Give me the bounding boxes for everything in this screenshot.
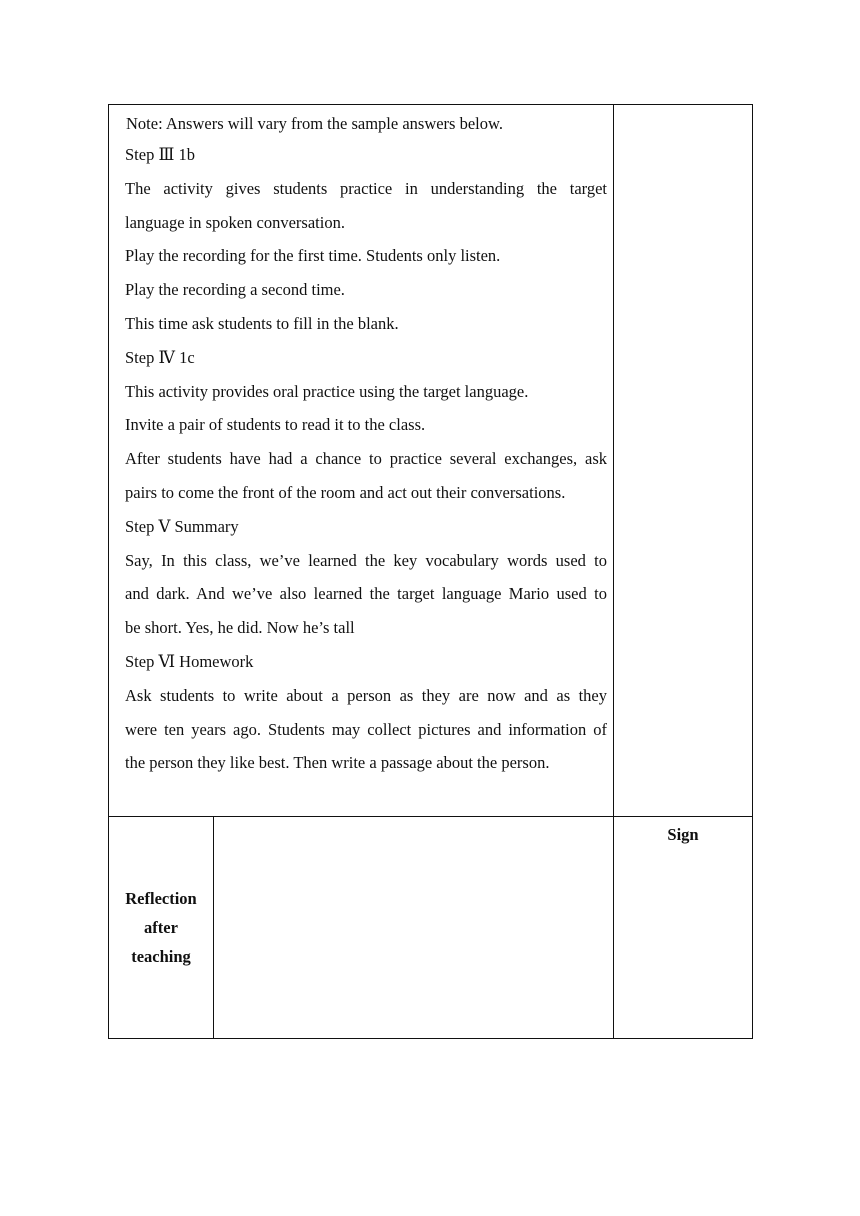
text-line: language in spoken conversation.	[125, 212, 345, 232]
text-line: Play the recording a second time.	[125, 280, 345, 300]
text-line: Ask students to write about a person as they are now and as they	[125, 685, 607, 705]
text-line: be short. Yes, he did. Now he’s tall	[125, 618, 355, 638]
reflection-label-line: after	[144, 918, 178, 937]
procedure-cell	[109, 105, 614, 817]
text-line: Play the recording for the first time. Students only listen.	[125, 246, 501, 266]
text-line: and dark. And we’ve also learned the target language Mario used to	[125, 584, 607, 604]
reflection-body-cell	[214, 817, 614, 1039]
step-5-heading: Step Ⅴ Summary	[125, 516, 239, 536]
notes-side-cell	[614, 105, 753, 817]
text-line: Invite a pair of students to read it to the class.	[125, 415, 426, 435]
text-line: This activity provides oral practice using the target language.	[125, 381, 529, 401]
step-6-heading: Step Ⅵ Homework	[125, 651, 254, 671]
note-line: Note: Answers will vary from the sample answers below.	[126, 114, 503, 133]
reflection-label-cell	[109, 817, 214, 1039]
step-3-heading: Step Ⅲ 1b	[125, 145, 195, 164]
text-line: After students have had a chance to practice several exchanges, ask	[125, 449, 607, 469]
text-line: pairs to come the front of the room and act out their conversations.	[125, 482, 566, 502]
lesson-plan-table	[108, 104, 753, 1039]
sign-label: Sign	[667, 825, 699, 844]
text-line: the person they like best. Then write a passage about the person.	[125, 753, 550, 773]
sign-cell	[614, 817, 753, 1039]
text-line: Say, In this class, we’ve learned the key vocabulary words used to	[125, 550, 607, 570]
text-line: were ten years ago. Students may collect pictures and information of	[125, 719, 607, 739]
procedure-row	[109, 105, 753, 817]
text-line: The activity gives students practice in understanding the target	[125, 178, 607, 198]
reflection-row	[109, 817, 753, 1039]
text-line: This time ask students to fill in the blank.	[125, 313, 399, 333]
reflection-label-line: Reflection	[125, 889, 197, 908]
reflection-label-line: teaching	[131, 947, 191, 966]
step-4-heading: Step Ⅳ 1c	[125, 347, 195, 367]
